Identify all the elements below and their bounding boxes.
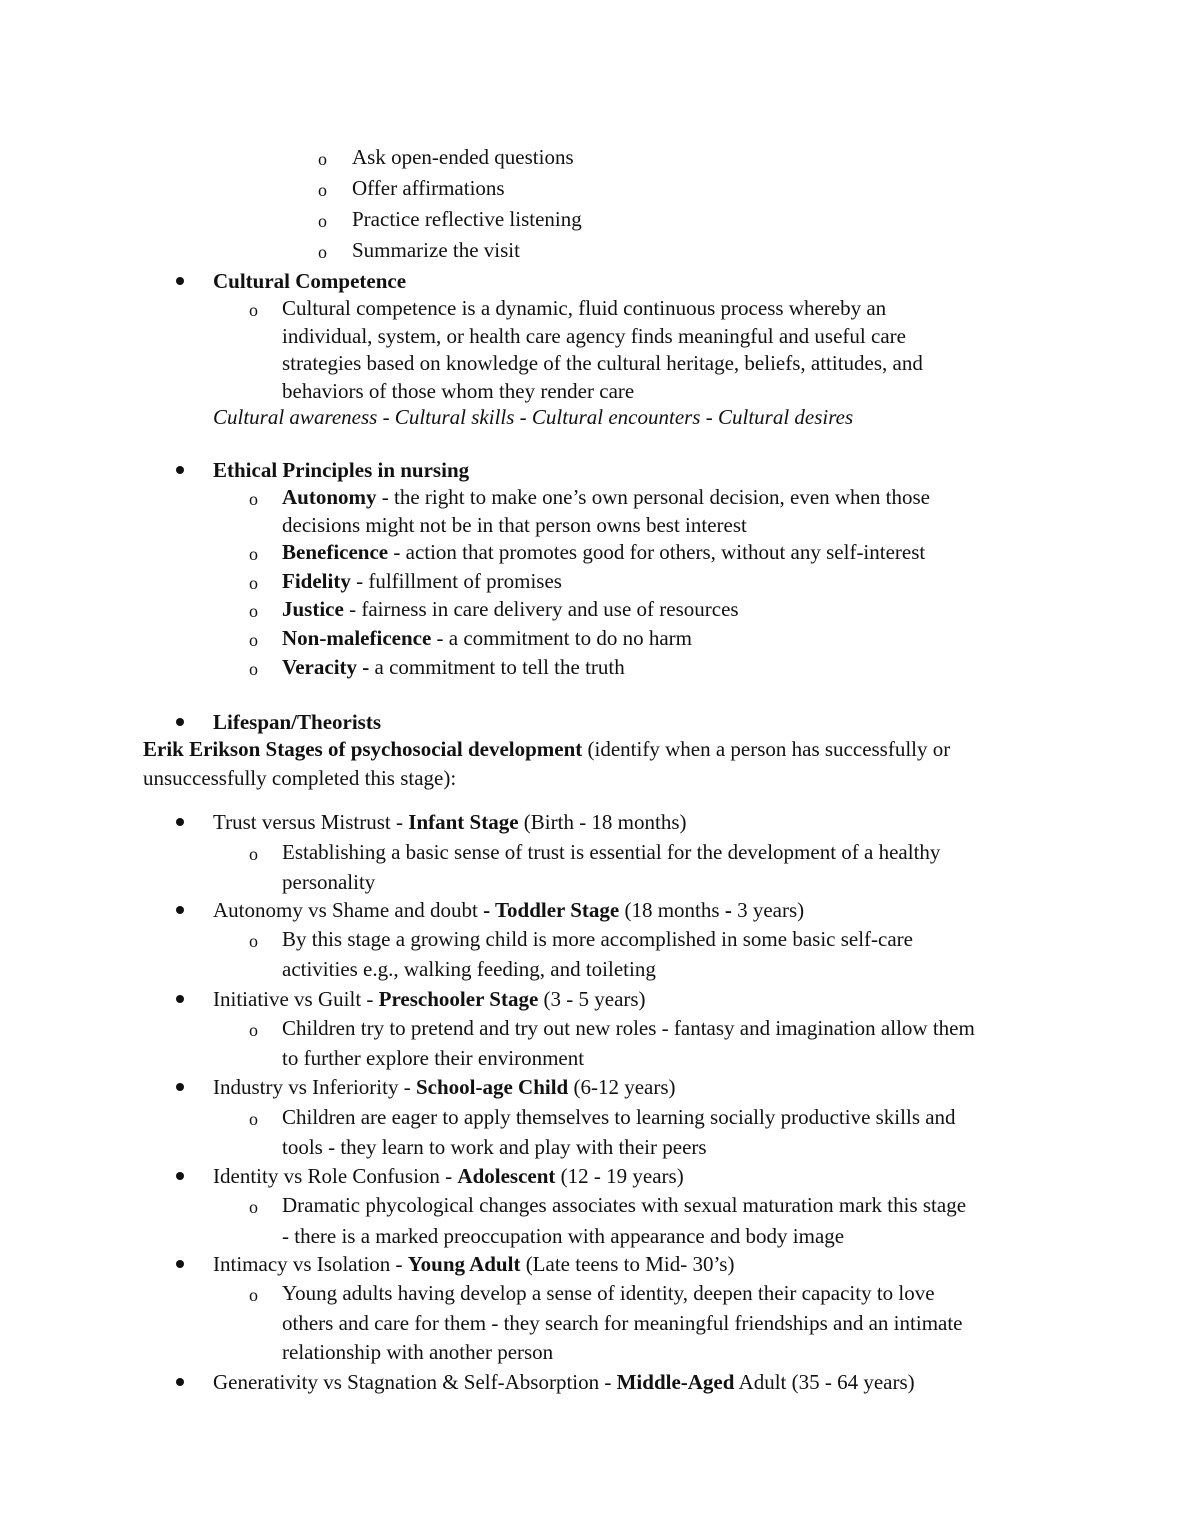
stage-description: Dramatic phycological changes associates with sexual maturation mark this stage (282, 1193, 967, 1217)
stage-description: Young adults having develop a sense of identity, deepen their capacity to love (282, 1281, 935, 1305)
bullet (176, 1172, 184, 1180)
sub-bullet: o (249, 489, 258, 509)
sub-bullet: o (249, 1020, 258, 1040)
sub-bullet: o (249, 931, 258, 951)
principle-autonomy-cont: decisions might not be in that person owns best interest (282, 513, 747, 537)
stage-description: By this stage a growing child is more accomplished in some basic self-care (282, 927, 913, 951)
section-heading: Cultural Competence (213, 269, 407, 293)
sub-bullet: o (318, 211, 327, 231)
bullet (176, 718, 184, 726)
cultural-definition-line: strategies based on knowledge of the cultural heritage, beliefs, attitudes, and (282, 351, 923, 375)
sub-bullet: o (249, 544, 258, 564)
sub-bullet: o (249, 1285, 258, 1305)
bullet (176, 818, 184, 826)
principle-autonomy: Autonomy - the right to make one’s own personal decision, even when those (282, 485, 930, 509)
bullet (176, 1260, 184, 1268)
principle-veracity: Veracity - a commitment to tell the truth (282, 655, 625, 679)
stage-toddler: Autonomy vs Shame and doubt - Toddler Stage (18 months - 3 years) (213, 898, 805, 922)
mi-tip: Ask open-ended questions (352, 145, 574, 169)
bullet (176, 1083, 184, 1091)
stage-description: Children are eager to apply themselves to learning socially productive skills and (282, 1105, 956, 1129)
sub-bullet: o (249, 1197, 258, 1217)
stage-description: Establishing a basic sense of trust is essential for the development of a healthy (282, 840, 941, 864)
sub-bullet: o (249, 844, 258, 864)
bullet (176, 906, 184, 914)
bullet (176, 995, 184, 1003)
stage-adolescent: Identity vs Role Confusion - Adolescent (12 - 19 years) (213, 1164, 684, 1188)
stage-description: Children try to pretend and try out new roles - fantasy and imagination allow them (282, 1016, 975, 1040)
sub-bullet: o (318, 242, 327, 262)
principle-justice: Justice - fairness in care delivery and use of resources (282, 597, 739, 621)
stage-preschooler: Initiative vs Guilt - Preschooler Stage (3 - 5 years) (213, 987, 646, 1011)
section-heading: Lifespan/Theorists (213, 710, 382, 734)
stage-description: - there is a marked preoccupation with appearance and body image (282, 1224, 845, 1248)
mi-tip: Offer affirmations (352, 176, 505, 200)
sub-bullet: o (249, 659, 258, 679)
bullet (176, 466, 184, 474)
sub-bullet: o (249, 601, 258, 621)
mi-tip: Practice reflective listening (352, 207, 582, 231)
bullet (176, 1378, 184, 1386)
stage-description: relationship with another person (282, 1340, 554, 1364)
sub-bullet: o (249, 630, 258, 650)
stage-school-age: Industry vs Inferiority - School-age Child (6-12 years) (213, 1075, 676, 1099)
stage-description: others and care for them - they search for meaningful friendships and an intimate (282, 1311, 963, 1335)
erikson-intro-cont: unsuccessfully completed this stage): (143, 766, 457, 790)
stage-young-adult: Intimacy vs Isolation - Young Adult (Late teens to Mid- 30’s) (213, 1252, 735, 1276)
principle-nonmaleficence: Non-maleficence - a commitment to do no harm (282, 626, 692, 650)
erikson-intro: Erik Erikson Stages of psychosocial development (identify when a person has successfully or (143, 737, 951, 761)
principle-fidelity: Fidelity - fulfillment of promises (282, 569, 562, 593)
sub-bullet: o (318, 180, 327, 200)
sub-bullet: o (249, 300, 258, 320)
sub-bullet: o (249, 1109, 258, 1129)
mi-tip: Summarize the visit (352, 238, 520, 262)
stage-description: personality (282, 870, 376, 894)
section-heading: Ethical Principles in nursing (213, 458, 470, 482)
cultural-constructs: Cultural awareness - Cultural skills - Cultural encounters - Cultural desires (213, 405, 854, 429)
stage-middle-aged: Generativity vs Stagnation & Self-Absorption - Middle-Aged Adult (35 - 64 years) (213, 1370, 915, 1394)
principle-beneficence: Beneficence - action that promotes good for others, without any self-interest (282, 540, 926, 564)
stage-infant: Trust versus Mistrust - Infant Stage (Birth - 18 months) (213, 810, 687, 834)
sub-bullet: o (318, 149, 327, 169)
cultural-definition-line: individual, system, or health care agency finds meaningful and useful care (282, 324, 906, 348)
stage-description: to further explore their environment (282, 1046, 585, 1070)
sub-bullet: o (249, 573, 258, 593)
cultural-definition-line: Cultural competence is a dynamic, fluid continuous process whereby an (282, 296, 887, 320)
cultural-definition-line: behaviors of those whom they render care (282, 379, 635, 403)
stage-description: activities e.g., walking feeding, and toileting (282, 957, 656, 981)
stage-description: tools - they learn to work and play with their peers (282, 1135, 707, 1159)
bullet (176, 277, 184, 285)
